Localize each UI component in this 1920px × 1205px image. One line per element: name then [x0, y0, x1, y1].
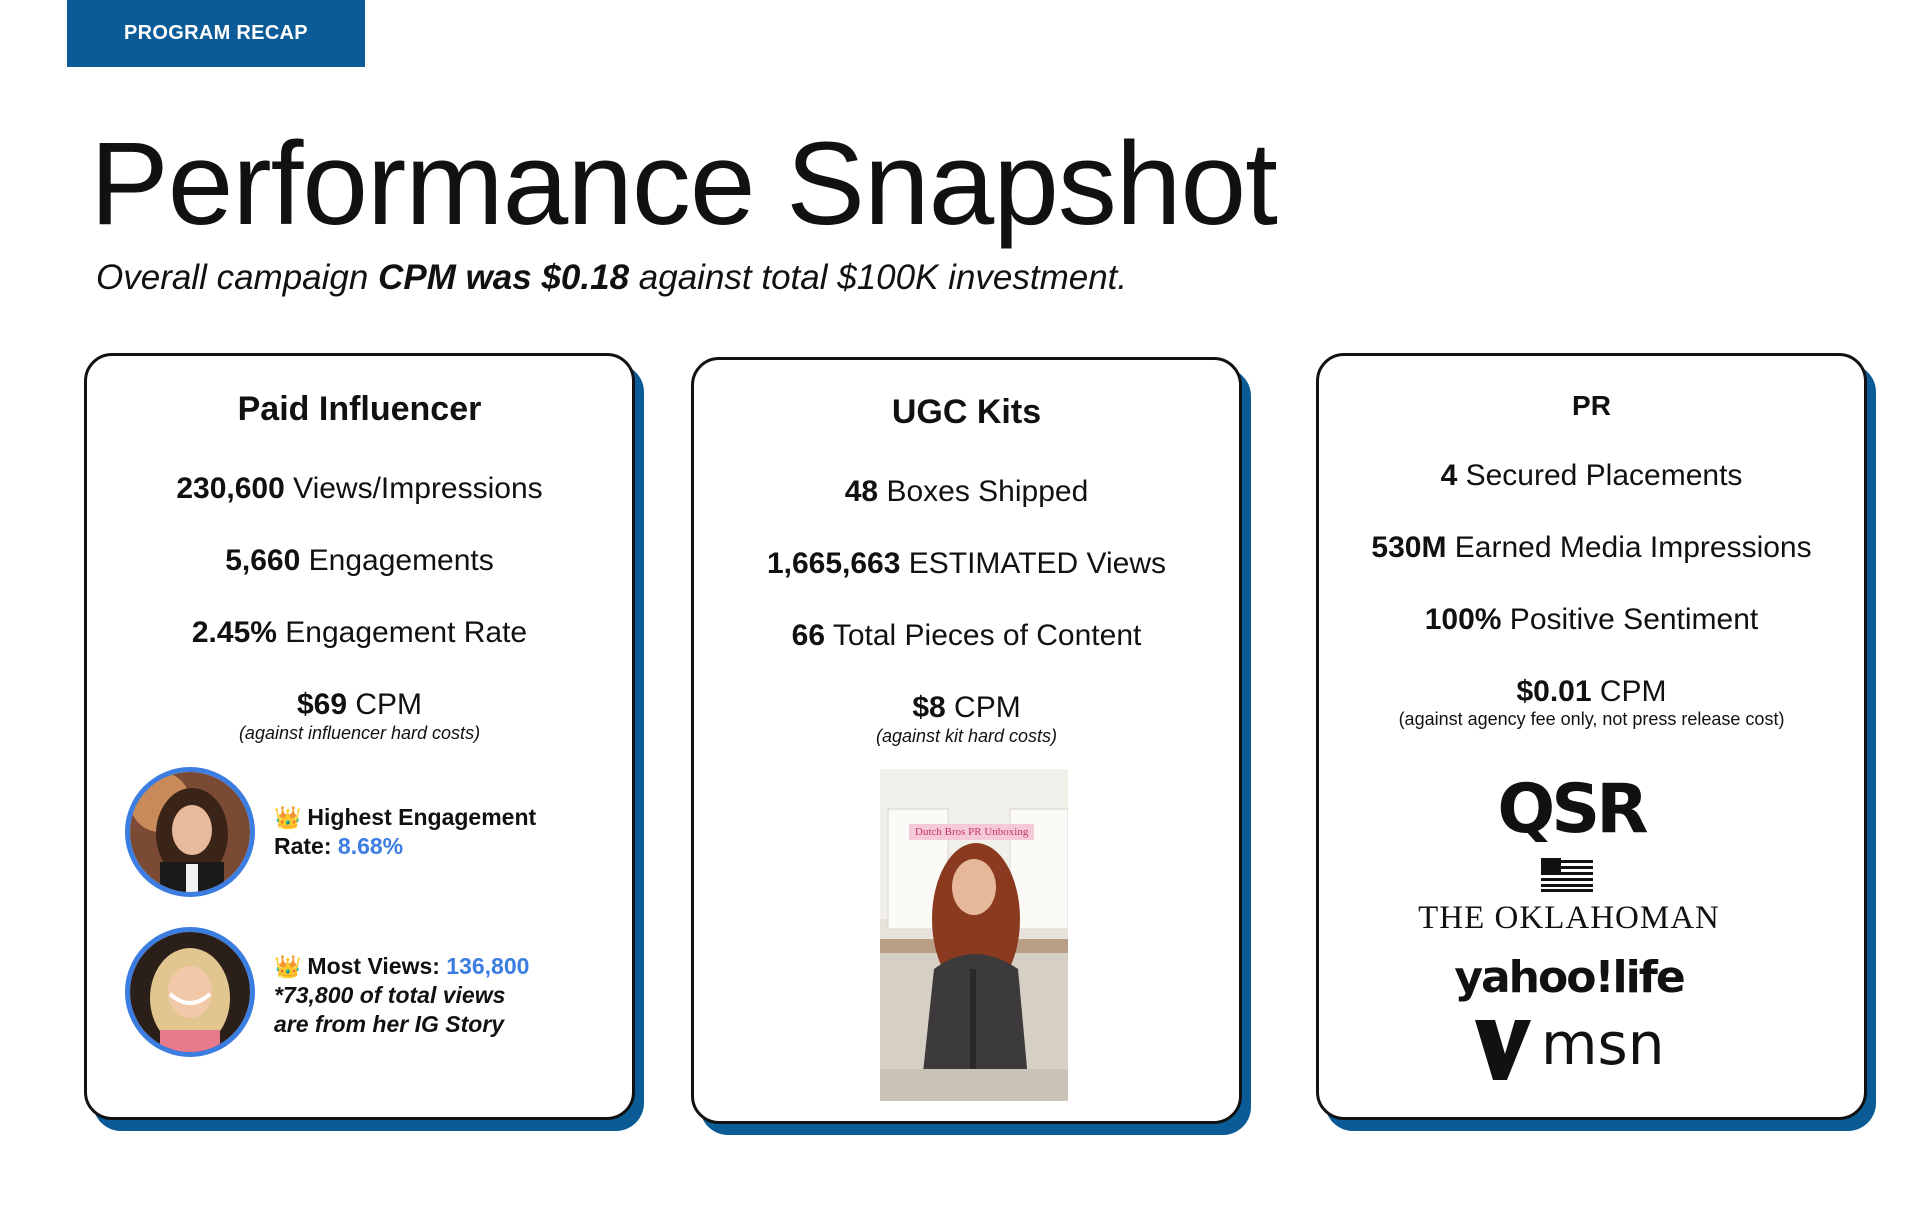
engagement-rate-stat	[87, 616, 632, 650]
msn-logo	[1469, 1010, 1689, 1086]
highlight-label: Most Views:	[307, 953, 447, 979]
stat-label: Total Pieces of Content	[825, 619, 1142, 652]
estimated-views-stat	[694, 547, 1239, 581]
section-tag: PROGRAM RECAP	[67, 0, 365, 67]
card-title: UGC Kits	[891, 393, 1042, 431]
paid-influencer-card	[84, 353, 635, 1120]
card-title: Paid Influencer	[237, 390, 482, 428]
stat-value: 2.45%	[191, 616, 277, 649]
pr-card	[1316, 353, 1867, 1120]
yahoo-life-logo: yahoo!life	[1454, 952, 1684, 1003]
video-caption: Dutch Bros PR Unboxing	[909, 824, 1034, 840]
highlight-value: 8.68%	[337, 833, 404, 859]
stat-value: $69	[296, 688, 348, 721]
stat-label: Secured Placements	[1457, 459, 1743, 492]
highlight-note-2: are from her IG Story	[274, 1011, 505, 1037]
stat-value: 100%	[1424, 603, 1502, 636]
msn-butterfly-icon	[1469, 1016, 1533, 1084]
cpm-note: (against kit hard costs)	[875, 726, 1058, 746]
cpm-stat	[1319, 675, 1864, 709]
cpm-stat	[694, 691, 1239, 725]
stat-value: 66	[791, 619, 826, 652]
stat-label: Boxes Shipped	[878, 475, 1089, 508]
stat-value: $8	[912, 691, 946, 724]
page-subtitle	[96, 258, 1127, 298]
views-stat	[87, 472, 632, 506]
unboxing-video-thumbnail	[880, 769, 1068, 1101]
stat-label: Positive Sentiment	[1501, 603, 1759, 636]
highlight-label: Highest Engagement	[307, 804, 537, 830]
highlight-value: 136,800	[446, 953, 530, 979]
oklahoman-logo: THE OKLAHOMAN	[1418, 900, 1720, 936]
stat-value: 1,665,663	[766, 547, 901, 580]
stat-value: 4	[1440, 459, 1458, 492]
crown-icon: 👑	[274, 805, 302, 830]
subtitle-text-end: against total $100K investment.	[629, 258, 1128, 297]
subtitle-text: Overall campaign	[96, 258, 379, 297]
stat-label: ESTIMATED Views	[900, 547, 1167, 580]
stat-label: Earned Media Impressions	[1446, 531, 1812, 564]
qsr-logo: QSR	[1497, 770, 1645, 849]
placements-stat	[1319, 459, 1864, 493]
boxes-stat	[694, 475, 1239, 509]
stat-label: Engagement Rate	[276, 616, 528, 649]
highlight-label-2: Rate:	[274, 833, 338, 859]
stat-label: Views/Impressions	[284, 472, 543, 505]
stat-value: 530M	[1371, 531, 1447, 564]
highlight-note-1: *73,800 of total views	[274, 982, 506, 1008]
crown-icon: 👑	[274, 954, 302, 979]
content-pieces-stat	[694, 619, 1239, 653]
stat-label: CPM	[1591, 675, 1667, 708]
stat-value: 48	[844, 475, 879, 508]
influencer-avatar-brunette	[125, 767, 255, 897]
sentiment-stat	[1319, 603, 1864, 637]
stat-label: CPM	[347, 688, 423, 721]
impressions-stat	[1319, 531, 1864, 565]
highlight-views	[274, 952, 529, 1039]
cpm-note: (against agency fee only, not press release cost)	[1398, 709, 1785, 729]
stat-value: 230,600	[176, 472, 285, 505]
flag-icon	[1541, 858, 1593, 897]
stat-label: Engagements	[300, 544, 494, 577]
highlight-engagement	[274, 803, 536, 861]
page-title: Performance Snapshot	[90, 118, 1277, 250]
msn-text: msn	[1541, 1010, 1665, 1078]
influencer-avatar-blonde	[125, 927, 255, 1057]
subtitle-highlight: CPM was $0.18	[378, 258, 630, 297]
engagements-stat	[87, 544, 632, 578]
cpm-note: (against influencer hard costs)	[238, 723, 481, 743]
cpm-stat	[87, 688, 632, 722]
stat-value: 5,660	[225, 544, 301, 577]
stat-value: $0.01	[1516, 675, 1592, 708]
stat-label: CPM	[945, 691, 1021, 724]
card-title: PR	[1572, 390, 1611, 421]
